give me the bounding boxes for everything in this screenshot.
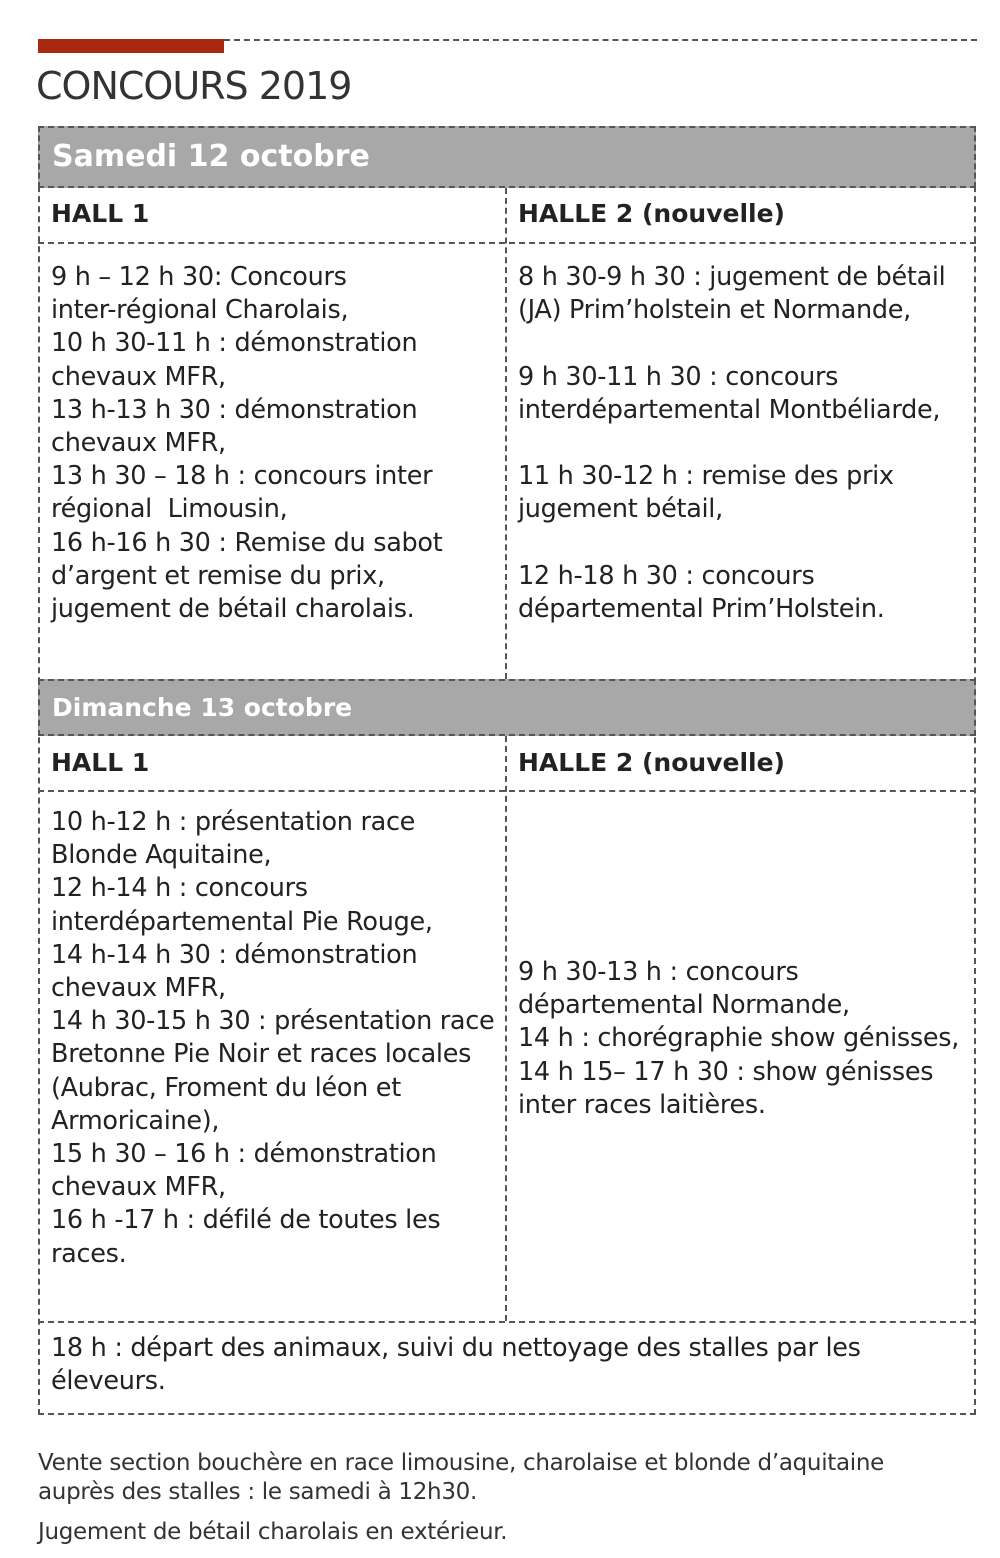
accent-bar [38,39,224,53]
judging-footnote: Jugement de bétail charolais en extérieur. [38,1519,508,1545]
sunday-hall2-label: HALLE 2 (nouvelle) [518,748,785,777]
saturday-hall2-label: HALLE 2 (nouvelle) [518,199,785,228]
sunday-column-divider [505,736,507,1321]
sunday-header: Dimanche 13 octobre [38,679,976,736]
saturday-hall2-schedule: 8 h 30-9 h 30 : jugement de bétail (JA) Prim’holstein et Normande, 9 h 30-11 h 30 : concours interdépartemental Montbéliarde, 11 h 30-12 h : remise des prix jugement bétail, 12 h-18 h 30 : concours départemental Prim’Holstein. [518,262,946,625]
saturday-hall1-label: HALL 1 [51,199,150,228]
saturday-label-divider [38,242,976,244]
sunday-label-divider [38,790,976,792]
sunday-hall1-schedule: 10 h-12 h : présentation race Blonde Aquitaine, 12 h-14 h : concours interdépartemental Pie Rouge, 14 h-14 h 30 : démonstration chevaux MFR, 14 h 30-15 h 30 : présentation race Bretonne Pie Noir et races locales (Aubrac, Froment du léon et Armoricaine), 15 h 30 – 16 h : démonstration chevaux MFR, 16 h -17 h : défilé de toutes les races. [51,807,495,1269]
sale-footnote: Vente section bouchère en race limousine, charolaise et blonde d’aquitaine auprès des stalles : le samedi à 12h30. [38,1450,885,1505]
top-divider [224,39,977,41]
sunday-hall2-schedule: 9 h 30-13 h : concours départemental Normande, 14 h : chorégraphie show génisses, 14 h 15– 17 h 30 : show génisses inter races laitières. [518,957,960,1120]
sunday-hall1-label: HALL 1 [51,748,150,777]
schedule-bottom-border [38,1413,976,1415]
saturday-hall1-schedule: 9 h – 12 h 30: Concours inter-régional Charolais, 10 h 30-11 h : démonstration chevaux MFR, 13 h-13 h 30 : démonstration chevaux MFR, 13 h 30 – 18 h : concours inter régional Limousin, 16 h-16 h 30 : Remise du sabot d’argent et remise du prix, jugement de bétail charolais. [51,262,443,625]
closing-note: 18 h : départ des animaux, suivi du nettoyage des stalles par les éleveurs. [51,1333,861,1397]
saturday-header: Samedi 12 octobre [38,126,976,188]
page-title: CONCOURS 2019 [36,64,352,108]
closing-divider [38,1321,976,1323]
saturday-column-divider [505,188,507,679]
